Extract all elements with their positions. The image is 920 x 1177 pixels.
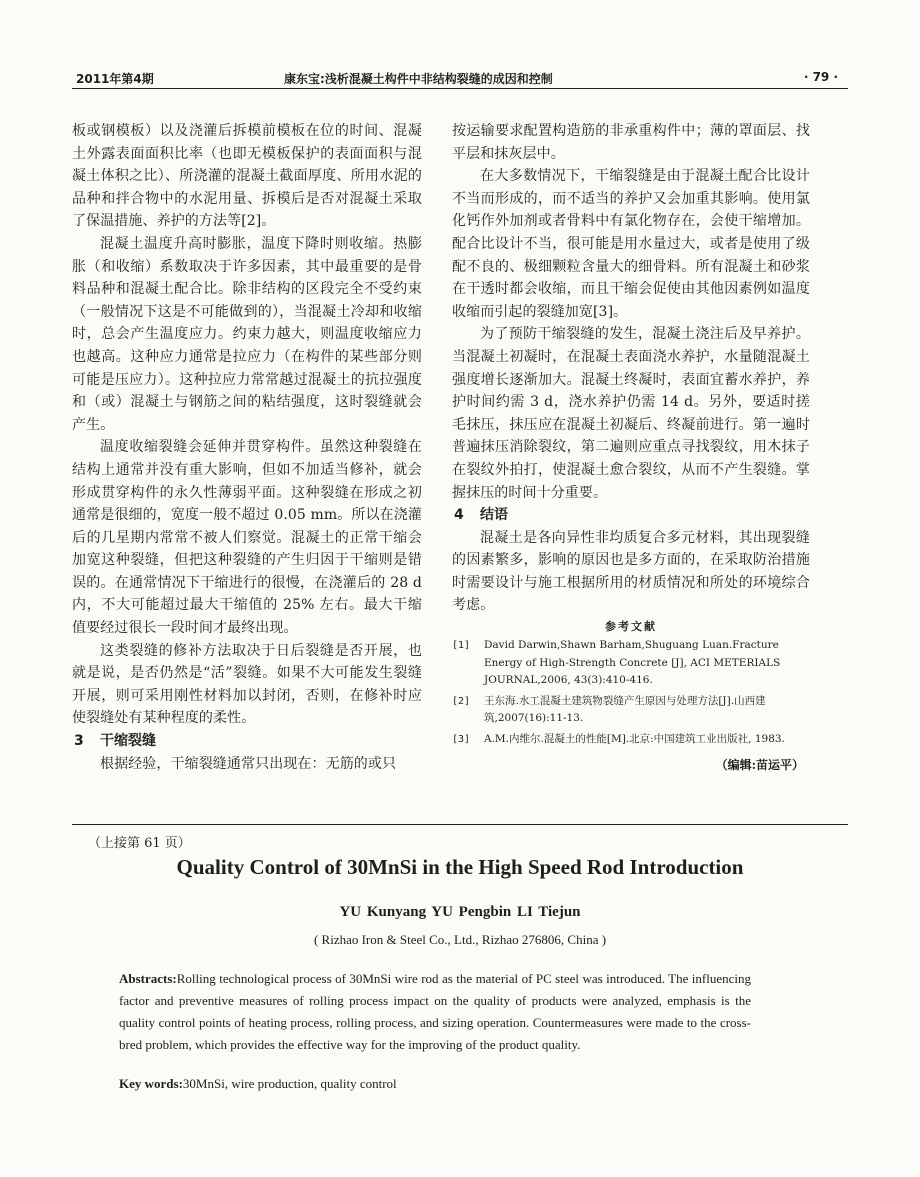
issue-label: 2011年第4期 bbox=[76, 72, 154, 86]
paragraph: 板或钢模板）以及浇灌后拆模前模板在位的时间、混凝土外露表面面积比率（也即无模板保护的表面面积与混凝土体积之比）、所浇灌的混凝土截面厚度、所用水泥的品种和拌合物中的水泥用量、拆模后是否对混凝土采取了保温措施、养护的方法等[2]。 bbox=[72, 123, 422, 230]
reference-item bbox=[452, 637, 810, 690]
continued-note: （上接第 61 页） bbox=[88, 836, 191, 851]
english-abstract bbox=[119, 968, 751, 1056]
abstract-label: Abstracts: bbox=[119, 971, 177, 986]
reference-number: [2] bbox=[452, 695, 471, 707]
english-authors: YU Kunyang YU Pengbin LI Tiejun bbox=[339, 904, 581, 920]
reference-text: A.M.内维尔.混凝土的性能[M].北京:中国建筑工业出版社, 1983. bbox=[484, 732, 785, 745]
paragraph: 这类裂缝的修补方法取决于日后裂缝是否开展，也就是说，是否仍然是“活”裂缝。如果不大可能发生裂缝开展，则可采用刚性材料加以封闭，否则，在修补时应使裂缝处有某种程度的柔性。 bbox=[72, 642, 422, 727]
section-divider bbox=[72, 824, 848, 825]
section-number: 4 bbox=[454, 507, 464, 524]
section-title: 干缩裂缝 bbox=[100, 733, 156, 750]
keywords-label: Key words: bbox=[119, 1076, 183, 1091]
left-column bbox=[72, 120, 422, 775]
reference-number: [1] bbox=[452, 640, 471, 652]
english-keywords bbox=[119, 1076, 397, 1092]
reference-text: David Darwin,Shawn Barham,Shuguang Luan.Fracture Energy of High-Strength Concrete [J], ACI METERIALS JOURNAL,2006, 43(3):410-416. bbox=[484, 639, 781, 687]
reference-text: 王东海.水工混凝土建筑物裂缝产生原因与处理方法[J].山西建筑,2007(16):11-13. bbox=[484, 694, 766, 725]
section-number: 3 bbox=[74, 733, 84, 750]
reference-number: [3] bbox=[452, 733, 471, 745]
english-title: Quality Control of 30MnSi in the High Speed Rod Introduction bbox=[176, 855, 744, 879]
paragraph: 根据经验，干缩裂缝通常只出现在：无筋的或只 bbox=[100, 755, 397, 772]
paragraph: 混凝土温度升高时膨胀，温度下降时则收缩。热膨胀（和收缩）系数取决于许多因素，其中最重要的是骨料品种和混凝土配合比。除非结构的区段完全不受约束（一般情况下这是不可能做到的），当混凝土冷却和收缩时，总会产生温度应力。约束力越大，则温度收缩应力也越高。这种应力通常是拉应力（在构件的某些部分则可能是压应力）。这种拉应力常常越过混凝土的抗拉强度和（或）混凝土与钢筋之间的粘结强度，这时裂缝就会产生。 bbox=[72, 235, 422, 433]
running-header bbox=[72, 66, 848, 89]
page-number: · 79 · bbox=[803, 70, 838, 84]
abstract-text: Rolling technological process of 30MnSi wire rod as the material of PC steel was introduced. The influencing factor and preventive measures of rolling process impact on the quality of products were analyzed, emphasis is the quality control points of heating process, rolling process, and sizing operation. Countermeasures were made to the cross-bred problem, which provides the effective way for the improving of the product quality. bbox=[119, 971, 751, 1052]
references-heading: 参考文献 bbox=[605, 620, 657, 634]
paragraph: 在大多数情况下，干缩裂缝是由于混凝土配合比设计不当而形成的，而不适当的养护又会加重其影响。使用氯化钙作外加剂或者骨料中有氯化物存在，会使干缩增加。配合比设计不当，很可能是用水量过大，或者是使用了级配不良的、极细颗粒含量大的细骨料。所有混凝土和砂浆在干透时都会收缩，而且干缩会促使由其他因素例如温度收缩而引起的裂缝加宽[3]。 bbox=[452, 168, 810, 320]
paragraph: 温度收缩裂缝会延伸并贯穿构件。虽然这种裂缝在结构上通常并没有重大影响，但如不加适当修补，就会形成贯穿构件的永久性薄弱平面。这种裂缝在形成之初通常是很细的，宽度一般不超过 0.05 mm。所以在浇灌后的几星期内常常不被人们察觉。混凝土的正常干缩会加宽这种裂缝，但把这种裂缝的产生归因于干缩则是错误的。在通常情况下干缩进行的很慢，在浇灌后的 28 d 内，不大可能超过最大干缩值的 25% 左右。最大干缩值要经过很长一段时间才最终出现。 bbox=[72, 439, 422, 637]
header-article-title: 康东宝:浅析混凝土构件中非结构裂缝的成因和控制 bbox=[284, 72, 553, 86]
section-heading-4 bbox=[452, 504, 810, 527]
reference-item bbox=[452, 693, 810, 728]
paragraph: 混凝土是各向异性非均质复合多元材料，其出现裂缝的因素繁多，影响的原因也是多方面的，在采取防治措施时需要设计与施工根据所用的材质情况和所处的环境综合考虑。 bbox=[452, 529, 810, 614]
english-affiliation: ( Rizhao Iron & Steel Co., Ltd., Rizhao 276806, China ) bbox=[313, 932, 607, 947]
paragraph: 为了预防干缩裂缝的发生，混凝土浇注后及早养护。当混凝土初凝时，在混凝土表面浇水养护，水量随混凝土强度增长逐渐加大。混凝土终凝时，表面宜蓄水养护，养护时间约需 3 d，浇水养护仍需 14 d。另外，要适时搓毛抹压，抹压应在混凝土初凝后、终凝前进行。第一遍时普遍抹压消除裂纹，第二遍则应重点寻找裂纹，用木抹子在裂纹外拍打，使混凝土愈合裂纹，从而不产生裂缝。掌握抹压的时间十分重要。 bbox=[452, 326, 810, 501]
section-heading-3 bbox=[72, 730, 422, 753]
editor-note: （编辑:苗运平） bbox=[715, 758, 804, 773]
paragraph: 按运输要求配置构造筋的非承重构件中；薄的罩面层、找平层和抹灰层中。 bbox=[452, 123, 810, 162]
right-column bbox=[452, 120, 810, 773]
keywords-text: 30MnSi, wire production, quality control bbox=[182, 1076, 397, 1091]
reference-item bbox=[452, 731, 810, 749]
section-title: 结语 bbox=[480, 507, 508, 524]
